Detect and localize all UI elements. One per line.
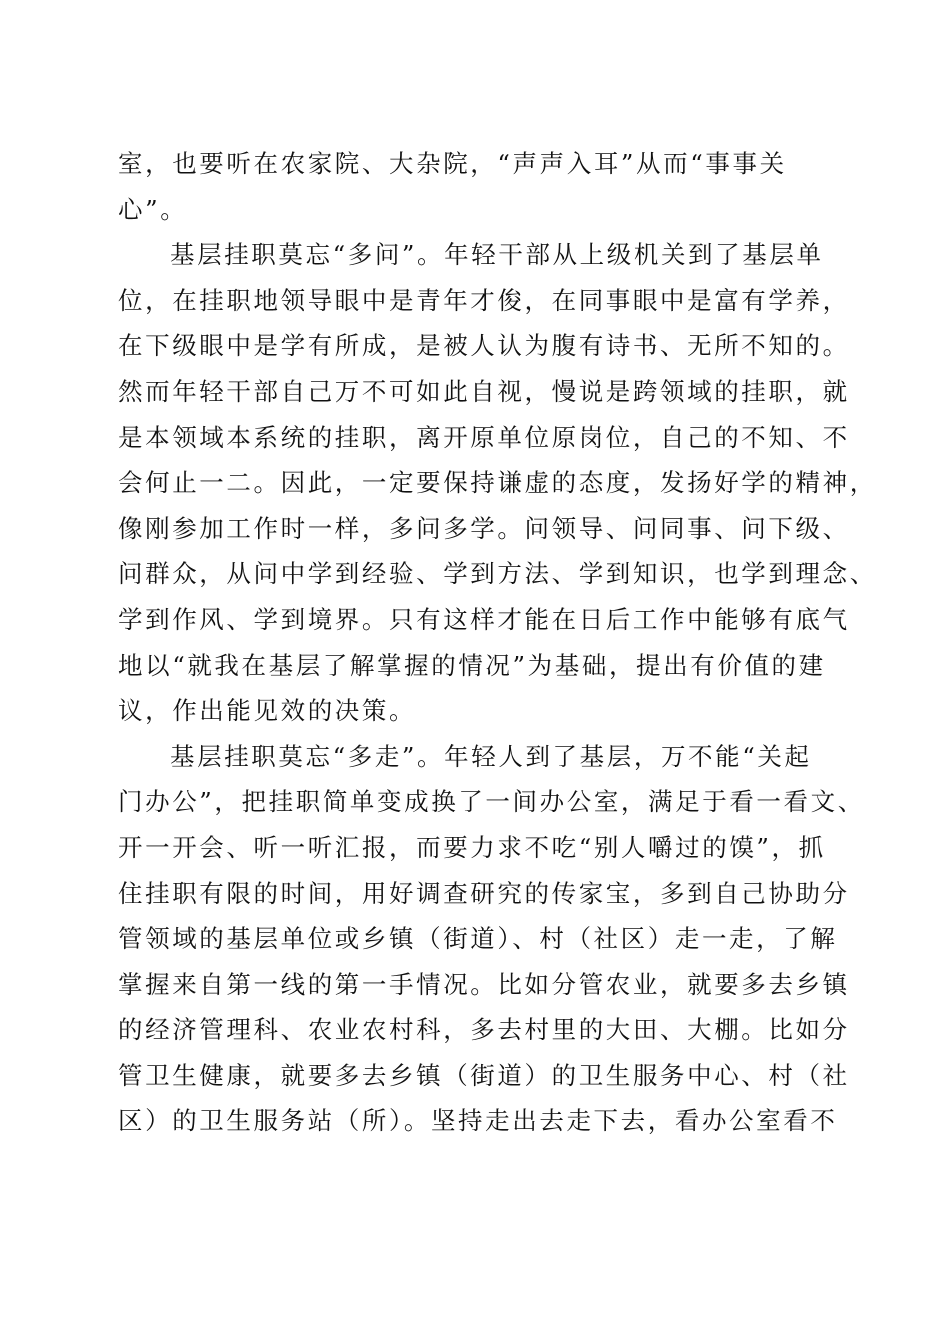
text-line: 像刚参加工作时一样，多问多学。问领导、问同事、问下级、 <box>118 513 850 543</box>
paragraph-start-line: 基层挂职莫忘“多问”。年轻干部从上级机关到了基层单 <box>170 240 824 270</box>
text-line: 住挂职有限的时间，用好调查研究的传家宝，多到自己协助分 <box>118 878 850 908</box>
text-line: 室，也要听在农家院、大杂院，“声声入耳”从而“事事关 <box>118 149 787 178</box>
text-line: 心”。 <box>118 194 188 224</box>
text-line: 的经济管理科、农业农村科，多去村里的大田、大棚。比如分 <box>118 1015 850 1045</box>
text-line: 掌握来自第一线的第一手情况。比如分管农业，就要多去乡镇 <box>118 969 850 999</box>
text-line: 然而年轻干部自己万不可如此自视，慢说是跨领域的挂职，就 <box>118 376 850 406</box>
text-line: 地以“就我在基层了解掌握的情况”为基础，提出有价值的建 <box>118 650 826 680</box>
text-line: 议，作出能见效的决策。 <box>118 696 417 726</box>
text-line: 会何止一二。因此，一定要保持谦虚的态度，发扬好学的精神， <box>118 468 877 498</box>
text-line: 问群众，从问中学到经验、学到方法、学到知识，也学到理念、 <box>118 559 877 589</box>
text-line: 门办公”，把挂职简单变成换了一间办公室，满足于看一看文、 <box>118 787 865 817</box>
text-line: 位，在挂职地领导眼中是青年才俊，在同事眼中是富有学养， <box>118 285 850 315</box>
text-line: 学到作风、学到境界。只有这样才能在日后工作中能够有底气 <box>118 604 850 634</box>
text-line: 管卫生健康，就要多去乡镇（街道）的卫生服务中心、村（社 <box>118 1060 850 1090</box>
text-line: 在下级眼中是学有所成，是被人认为腹有诗书、无所不知的。 <box>118 331 850 361</box>
body-text <box>118 141 877 1144</box>
text-line: 是本领域本系统的挂职，离开原单位原岗位，自己的不知、不 <box>118 422 850 452</box>
text-line: 区）的卫生服务站（所）。坚持走出去走下去，看办公室看不 <box>118 1106 838 1136</box>
text-line: 开一开会、听一听汇报，而要力求不吃“别人嚼过的馍”，抓 <box>118 832 826 862</box>
paragraph-start-line: 基层挂职莫忘“多走”。年轻人到了基层，万不能“关起 <box>170 741 812 771</box>
text-line: 管领域的基层单位或乡镇（街道）、村（社区）走一走，了解 <box>118 924 838 954</box>
